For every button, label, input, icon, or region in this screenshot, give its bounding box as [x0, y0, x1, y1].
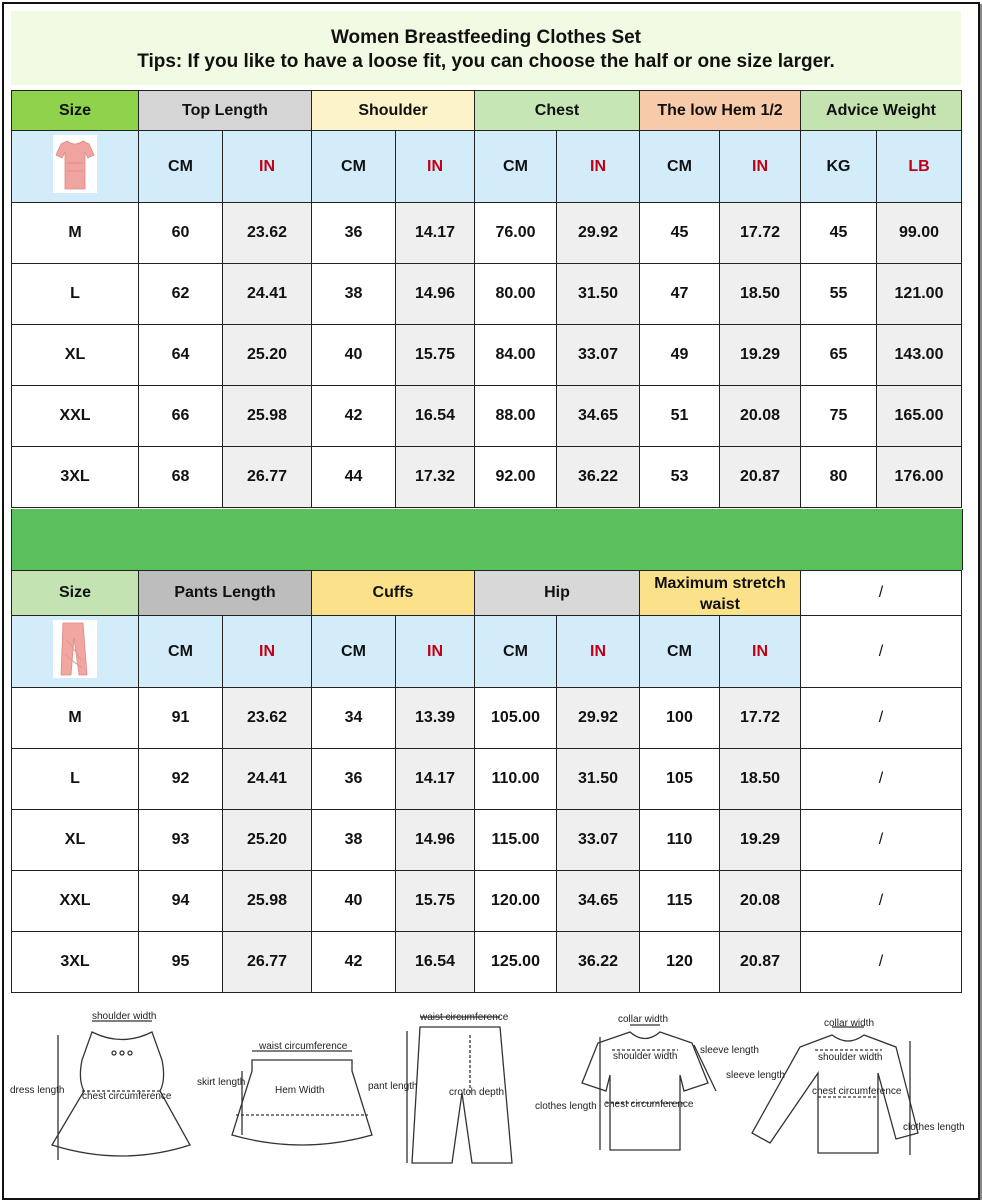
value-cell: 38: [312, 264, 396, 325]
value-cell: /: [801, 749, 962, 810]
value-cell: 88.00: [475, 386, 557, 447]
size-label: XL: [12, 325, 139, 386]
diagram-label: sleeve length: [726, 1070, 785, 1081]
unit-in: IN: [557, 616, 640, 688]
header-size: Size: [12, 571, 139, 616]
diagram-label: clothes length: [903, 1122, 965, 1133]
bottom-size-table: [11, 570, 962, 993]
top-garment-image: [12, 131, 139, 203]
value-cell: 92: [139, 749, 223, 810]
value-cell: 44: [312, 447, 396, 508]
value-cell: 143.00: [877, 325, 962, 386]
value-cell: 15.75: [396, 871, 475, 932]
value-cell: /: [801, 688, 962, 749]
value-cell: 23.62: [223, 203, 312, 264]
unit-cm: CM: [312, 616, 396, 688]
top-size-table: [11, 90, 962, 508]
unit-in: IN: [223, 616, 312, 688]
value-cell: 99.00: [877, 203, 962, 264]
value-cell: 45: [640, 203, 720, 264]
value-cell: 26.77: [223, 932, 312, 993]
table-row: [12, 810, 962, 871]
value-cell: 14.96: [396, 810, 475, 871]
table-row: [12, 325, 962, 386]
header-advice-weight: Advice Weight: [801, 91, 962, 131]
diagram-label: clothes length: [535, 1101, 597, 1112]
value-cell: 110.00: [475, 749, 557, 810]
value-cell: 120: [640, 932, 720, 993]
header-chest: Chest: [475, 91, 640, 131]
value-cell: 26.77: [223, 447, 312, 508]
header-size: Size: [12, 91, 139, 131]
value-cell: 115: [640, 871, 720, 932]
measurement-diagrams: [0, 1005, 982, 1175]
value-cell: 115.00: [475, 810, 557, 871]
value-cell: 120.00: [475, 871, 557, 932]
value-cell: 84.00: [475, 325, 557, 386]
value-cell: 40: [312, 325, 396, 386]
size-label: XL: [12, 810, 139, 871]
table-row: [12, 932, 962, 993]
value-cell: 36.22: [557, 932, 640, 993]
separator-band: [11, 509, 963, 570]
diagram-label: collar width: [618, 1014, 669, 1025]
size-label: 3XL: [12, 932, 139, 993]
value-cell: 95: [139, 932, 223, 993]
value-cell: 17.72: [720, 688, 801, 749]
title-banner: [11, 11, 961, 85]
value-cell: 17.72: [720, 203, 801, 264]
diagram-label: pant length: [368, 1081, 418, 1092]
value-cell: 20.87: [720, 447, 801, 508]
value-cell: 25.20: [223, 325, 312, 386]
value-cell: 110: [640, 810, 720, 871]
pants-garment-image: [12, 616, 139, 688]
unit-cm: CM: [139, 616, 223, 688]
diagram-label: collar width: [824, 1018, 875, 1029]
diagram-label: shoulder width: [613, 1051, 678, 1062]
diagram-label: shoulder width: [92, 1011, 157, 1022]
value-cell: /: [801, 932, 962, 993]
value-cell: 36: [312, 203, 396, 264]
diagram-label: sleeve length: [700, 1045, 759, 1056]
value-cell: 29.92: [557, 203, 640, 264]
value-cell: 25.98: [223, 871, 312, 932]
value-cell: 64: [139, 325, 223, 386]
value-cell: 100: [640, 688, 720, 749]
table-row: [12, 264, 962, 325]
value-cell: 165.00: [877, 386, 962, 447]
size-label: XXL: [12, 871, 139, 932]
value-cell: 80: [801, 447, 877, 508]
value-cell: 105: [640, 749, 720, 810]
value-cell: /: [801, 871, 962, 932]
value-cell: 20.87: [720, 932, 801, 993]
diagram-label: skirt length: [197, 1077, 246, 1088]
value-cell: 47: [640, 264, 720, 325]
value-cell: /: [801, 810, 962, 871]
value-cell: 36: [312, 749, 396, 810]
value-cell: 80.00: [475, 264, 557, 325]
diagram-label: crotch depth: [449, 1087, 505, 1098]
diagram-label: waist circumference: [420, 1012, 509, 1023]
unit-cm: CM: [640, 131, 720, 203]
unit-in: IN: [396, 616, 475, 688]
unit-empty: /: [801, 616, 962, 688]
size-label: L: [12, 749, 139, 810]
value-cell: 25.20: [223, 810, 312, 871]
table-row: [12, 688, 962, 749]
header-shoulder: Shoulder: [312, 91, 475, 131]
table-row: [12, 871, 962, 932]
value-cell: 16.54: [396, 386, 475, 447]
size-label: XXL: [12, 386, 139, 447]
diagram-label: chest circumference: [82, 1091, 172, 1102]
unit-in: IN: [396, 131, 475, 203]
value-cell: 55: [801, 264, 877, 325]
diagram-label: dress length: [10, 1085, 65, 1096]
diagram-label: waist circumference: [259, 1041, 348, 1052]
chart-title: Women Breastfeeding Clothes Set: [330, 27, 642, 48]
diagram-label: shoulder width: [818, 1052, 883, 1063]
header-max-stretch-waist: Maximum stretch waist: [640, 571, 801, 616]
unit-cm: CM: [640, 616, 720, 688]
value-cell: 92.00: [475, 447, 557, 508]
value-cell: 20.08: [720, 871, 801, 932]
value-cell: 53: [640, 447, 720, 508]
unit-kg: KG: [801, 131, 877, 203]
value-cell: 18.50: [720, 749, 801, 810]
size-label: 3XL: [12, 447, 139, 508]
value-cell: 23.62: [223, 688, 312, 749]
value-cell: 176.00: [877, 447, 962, 508]
value-cell: 51: [640, 386, 720, 447]
value-cell: 75: [801, 386, 877, 447]
size-label: L: [12, 264, 139, 325]
unit-lb: LB: [877, 131, 962, 203]
value-cell: 60: [139, 203, 223, 264]
value-cell: 45: [801, 203, 877, 264]
value-cell: 93: [139, 810, 223, 871]
value-cell: 33.07: [557, 325, 640, 386]
table-row: [12, 203, 962, 264]
value-cell: 14.17: [396, 749, 475, 810]
value-cell: 25.98: [223, 386, 312, 447]
unit-in: IN: [223, 131, 312, 203]
value-cell: 14.17: [396, 203, 475, 264]
value-cell: 42: [312, 386, 396, 447]
value-cell: 38: [312, 810, 396, 871]
value-cell: 14.96: [396, 264, 475, 325]
value-cell: 94: [139, 871, 223, 932]
unit-cm: CM: [312, 131, 396, 203]
value-cell: 42: [312, 932, 396, 993]
value-cell: 24.41: [223, 264, 312, 325]
header-empty: /: [801, 571, 962, 616]
value-cell: 16.54: [396, 932, 475, 993]
unit-in: IN: [720, 616, 801, 688]
unit-cm: CM: [475, 131, 557, 203]
value-cell: 34.65: [557, 386, 640, 447]
value-cell: 65: [801, 325, 877, 386]
size-label: M: [12, 688, 139, 749]
value-cell: 76.00: [475, 203, 557, 264]
diagram-label: chest circumference: [604, 1099, 694, 1110]
chart-tip: Tips: If you like to have a loose fit, you can choose the half or one size larger.: [137, 51, 835, 72]
header-low-hem: The low Hem 1/2: [640, 91, 801, 131]
table-row: [12, 749, 962, 810]
value-cell: 15.75: [396, 325, 475, 386]
header-top-length: Top Length: [139, 91, 312, 131]
value-cell: 33.07: [557, 810, 640, 871]
value-cell: 34: [312, 688, 396, 749]
size-label: M: [12, 203, 139, 264]
value-cell: 17.32: [396, 447, 475, 508]
value-cell: 20.08: [720, 386, 801, 447]
header-hip: Hip: [475, 571, 640, 616]
diagram-label: Hem Width: [275, 1085, 325, 1096]
value-cell: 105.00: [475, 688, 557, 749]
diagram-label: chest circumference: [812, 1086, 902, 1097]
value-cell: 125.00: [475, 932, 557, 993]
value-cell: 18.50: [720, 264, 801, 325]
value-cell: 49: [640, 325, 720, 386]
value-cell: 34.65: [557, 871, 640, 932]
value-cell: 24.41: [223, 749, 312, 810]
value-cell: 13.39: [396, 688, 475, 749]
unit-in: IN: [720, 131, 801, 203]
value-cell: 19.29: [720, 810, 801, 871]
table-row: [12, 386, 962, 447]
unit-in: IN: [557, 131, 640, 203]
table-row: [12, 447, 962, 508]
value-cell: 36.22: [557, 447, 640, 508]
value-cell: 62: [139, 264, 223, 325]
value-cell: 31.50: [557, 264, 640, 325]
value-cell: 68: [139, 447, 223, 508]
unit-cm: CM: [139, 131, 223, 203]
value-cell: 29.92: [557, 688, 640, 749]
unit-cm: CM: [475, 616, 557, 688]
value-cell: 66: [139, 386, 223, 447]
pink-top-photo-icon: [53, 135, 97, 193]
pink-pants-photo-icon: [53, 620, 97, 678]
value-cell: 31.50: [557, 749, 640, 810]
value-cell: 19.29: [720, 325, 801, 386]
value-cell: 121.00: [877, 264, 962, 325]
header-cuffs: Cuffs: [312, 571, 475, 616]
value-cell: 91: [139, 688, 223, 749]
header-pants-length: Pants Length: [139, 571, 312, 616]
value-cell: 40: [312, 871, 396, 932]
